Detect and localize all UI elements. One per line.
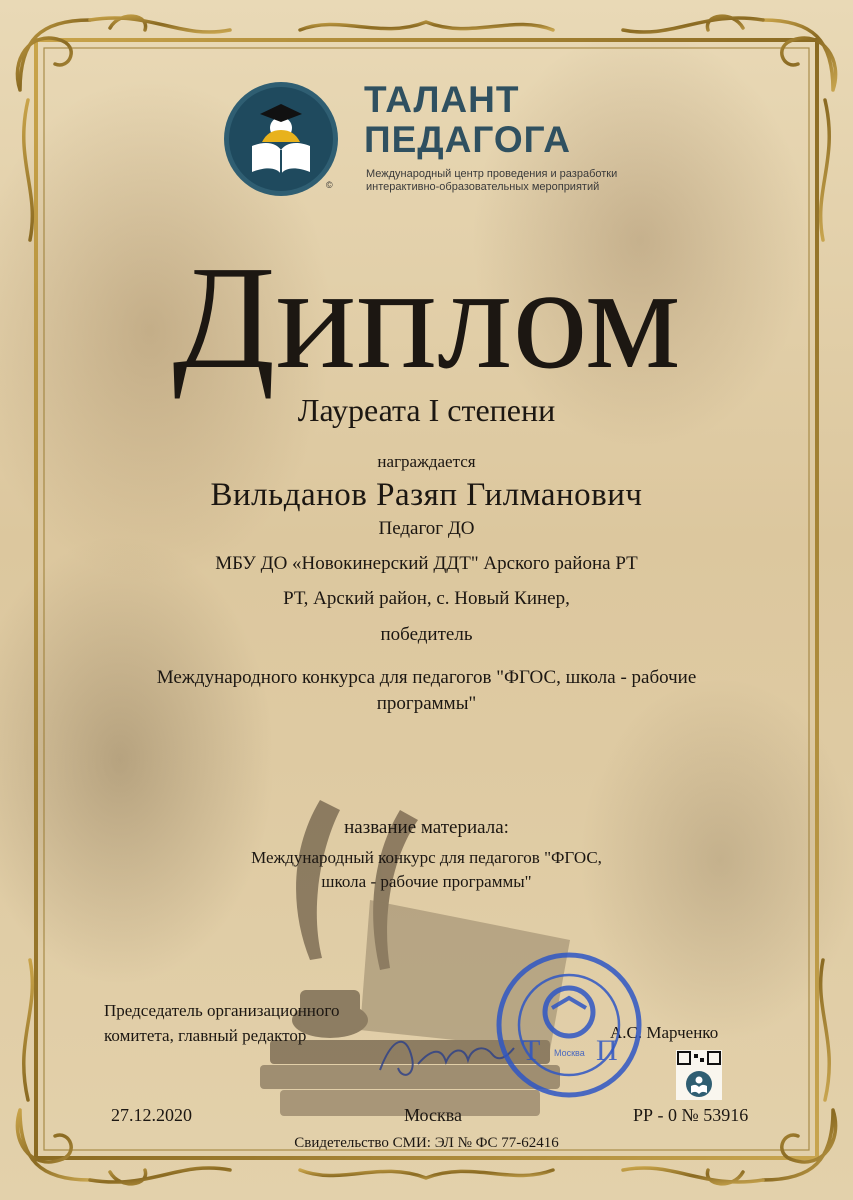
issue-city: Москва [404,1105,462,1125]
awarded-label: награждается [377,452,476,471]
material-name [0,846,853,894]
contest-name-line2: программы" [376,693,477,714]
recipient-name: Вильданов Разяп Гилманович [210,477,643,513]
contest-name-line1: Международного конкурса для педагогов "ФГОС, школа - рабочие [156,667,697,688]
talant-pedagoga-logo-icon [222,80,340,198]
logo-name-line2: ПЕДАГОГА [364,119,571,160]
material-name-line1: Международный конкурс для педагогов "ФГОС, [251,848,602,867]
signatory-role-line1: Председатель организационного [104,1001,340,1020]
material-label: название материала: [344,817,509,838]
svg-text:Москва: Москва [554,1048,585,1058]
recipient-address: РТ, Арский район, с. Новый Кинер, [283,588,570,609]
signatory-role-line2: комитета, главный редактор [104,1026,307,1045]
issue-date: 27.12.2020 [111,1105,192,1125]
logo-subtitle-line1: Международный центр проведения и разработки [366,168,618,180]
logo-subtitle-line2: интерактивно-образовательных мероприятий [366,181,600,193]
recipient-position: Педагог ДО [378,518,475,539]
award-status: победитель [380,624,473,645]
logo-subtitle [366,168,656,194]
media-certificate: Свидетельство СМИ: ЭЛ № ФС 77-62416 [294,1135,559,1151]
contest-name [0,665,853,717]
diploma-number: РР - 0 № 53916 [633,1105,749,1125]
svg-text:П: П [596,1034,618,1067]
recipient-organization: МБУ ДО «Новокинерский ДДТ" Арского района РТ [215,553,638,574]
stamp-icon [494,950,644,1100]
signer-name: А.С. Марченко [610,1023,719,1042]
qr-code-icon [676,1050,722,1100]
logo-name-line1: ТАЛАНТ [364,79,520,120]
diploma-title: Диплом [172,236,681,400]
diploma-degree: Лауреата I степени [297,392,556,428]
material-name-line2: школа - рабочие программы" [321,872,532,891]
copyright-mark: © [326,180,333,190]
signatory-role [104,998,339,1048]
svg-text:Т: Т [522,1034,541,1067]
